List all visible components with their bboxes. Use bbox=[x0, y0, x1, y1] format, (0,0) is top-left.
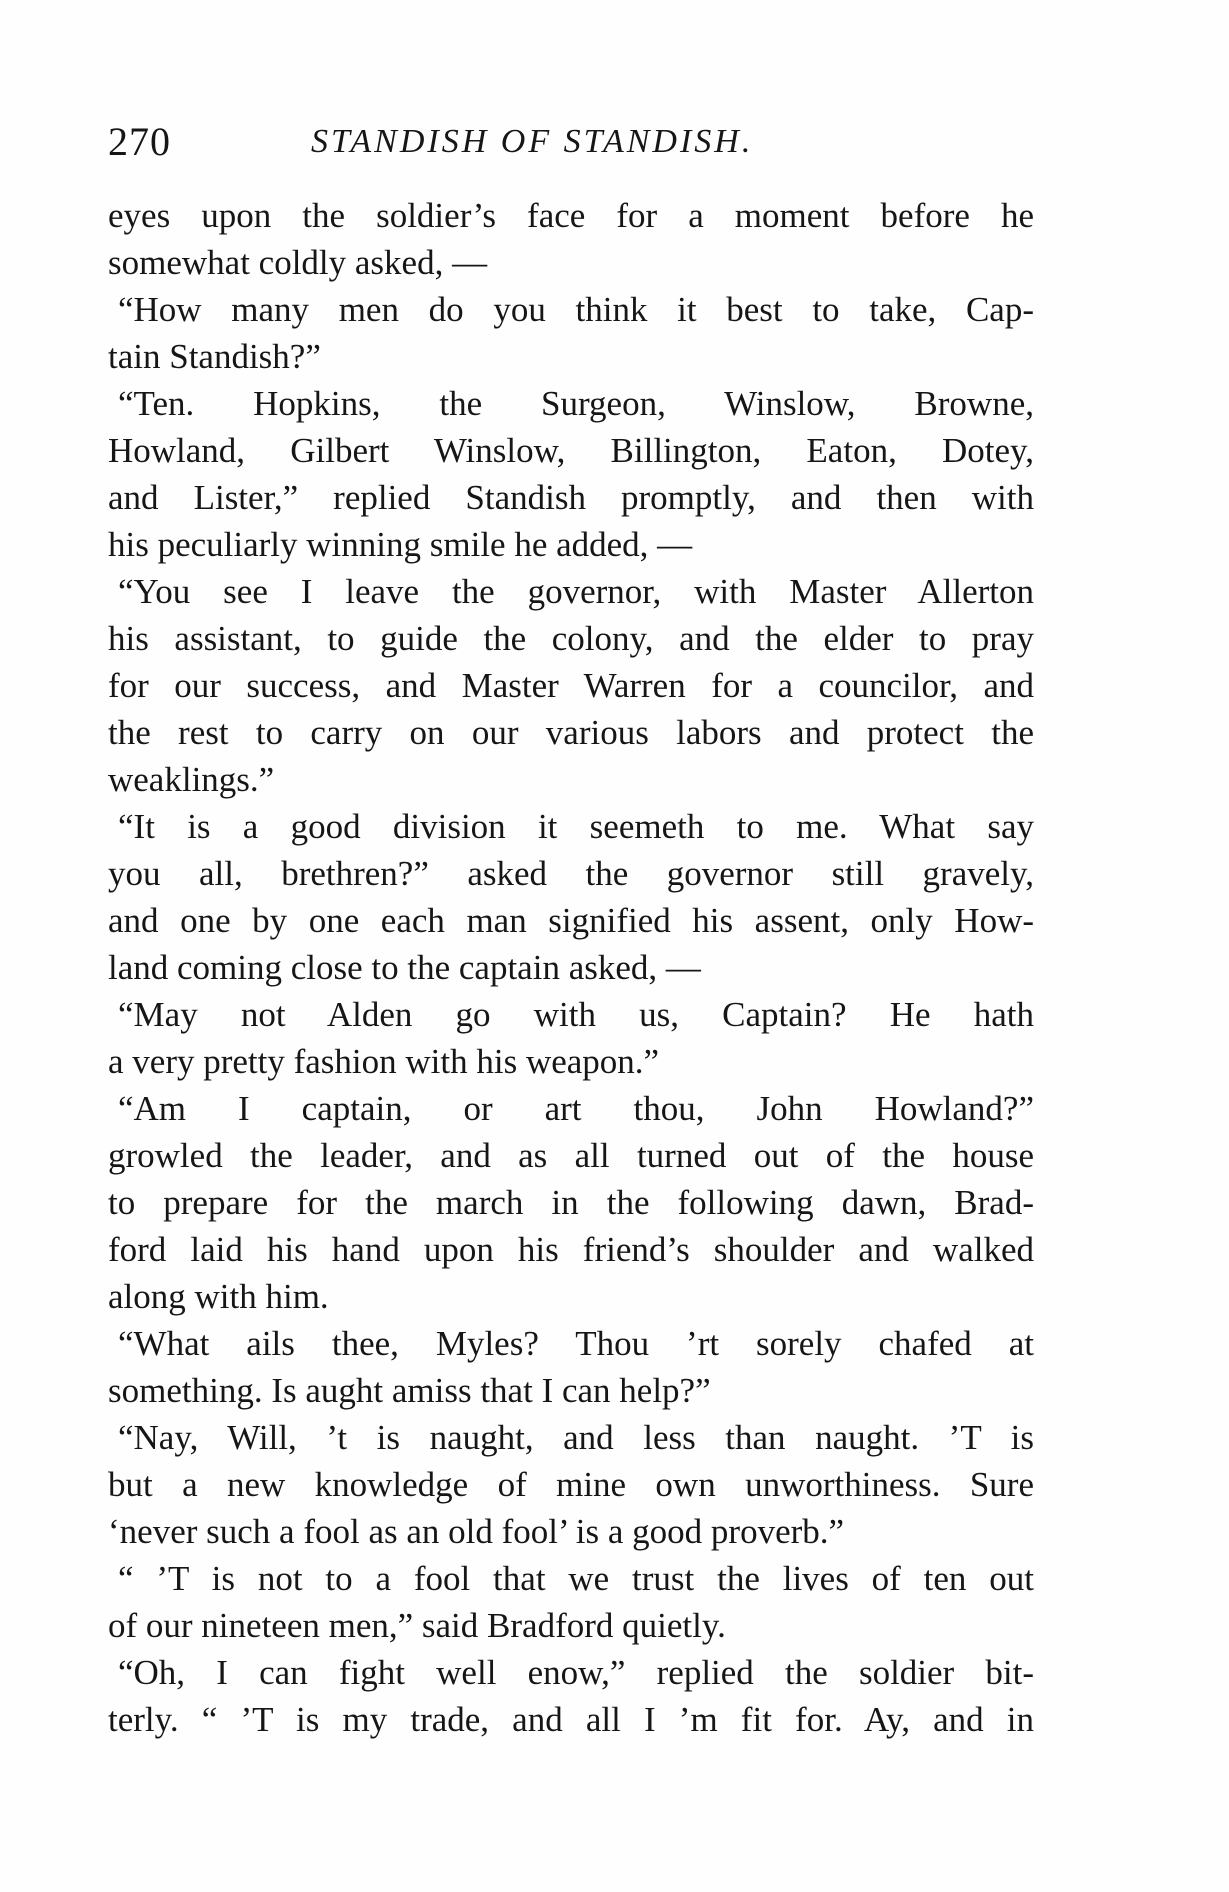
text-line: “What ails thee, Myles? Thou ’rt sorely chafed at bbox=[118, 1324, 1034, 1363]
text-line: and one by one each man signified his assent, only How- bbox=[108, 901, 1034, 940]
text-line: “It is a good division it seemeth to me. What say bbox=[118, 807, 1034, 846]
text-line: Howland, Gilbert Winslow, Billington, Eaton, Dotey, bbox=[108, 431, 1034, 470]
text-line: “You see I leave the governor, with Master Allerton bbox=[118, 572, 1034, 611]
text-line: of our nineteen men,” said Bradford quietly. bbox=[108, 1606, 726, 1645]
text-line: weaklings.” bbox=[108, 760, 275, 799]
text-line: the rest to carry on our various labors and protect the bbox=[108, 713, 1034, 752]
text-line: but a new knowledge of mine own unworthiness. Sure bbox=[108, 1465, 1034, 1504]
page-number: 270 bbox=[108, 119, 171, 164]
text-line: eyes upon the soldier’s face for a moment before he bbox=[108, 196, 1034, 235]
text-line: and Lister,” replied Standish promptly, and then with bbox=[108, 478, 1034, 517]
text-line: somewhat coldly asked, — bbox=[108, 243, 488, 282]
text-line: “Oh, I can fight well enow,” replied the soldier bit- bbox=[118, 1653, 1034, 1692]
text-line: along with him. bbox=[108, 1277, 329, 1316]
text-line: ford laid his hand upon his friend’s shoulder and walked bbox=[108, 1230, 1034, 1269]
text-line: something. Is aught amiss that I can help?” bbox=[108, 1371, 711, 1410]
running-title: STANDISH OF STANDISH. bbox=[311, 123, 754, 160]
text-line: you all, brethren?” asked the governor still gravely, bbox=[108, 854, 1034, 893]
text-line: ‘never such a fool as an old fool’ is a good proverb.” bbox=[108, 1512, 845, 1551]
text-line: “Nay, Will, ’t is naught, and less than naught. ’T is bbox=[118, 1418, 1034, 1457]
text-line: his peculiarly winning smile he added, — bbox=[108, 525, 693, 564]
text-line: “ ’T is not to a fool that we trust the lives of ten out bbox=[118, 1559, 1034, 1598]
text-line: “How many men do you think it best to take, Cap- bbox=[118, 290, 1034, 329]
text-line: terly. “ ’T is my trade, and all I ’m fit for. Ay, and in bbox=[108, 1700, 1034, 1739]
text-line: “Ten. Hopkins, the Surgeon, Winslow, Browne, bbox=[118, 384, 1034, 423]
running-head bbox=[108, 112, 1034, 172]
text-line: “May not Alden go with us, Captain? He hath bbox=[118, 995, 1034, 1034]
text-line: for our success, and Master Warren for a councilor, and bbox=[108, 666, 1034, 705]
text-line: growled the leader, and as all turned out of the house bbox=[108, 1136, 1034, 1175]
text-line: land coming close to the captain asked, — bbox=[108, 948, 701, 987]
text-line: tain Standish?” bbox=[108, 337, 321, 376]
text-line: his assistant, to guide the colony, and the elder to pray bbox=[108, 619, 1034, 658]
text-line: a very pretty fashion with his weapon.” bbox=[108, 1042, 660, 1081]
body-text bbox=[108, 192, 1034, 1743]
text-line: “Am I captain, or art thou, John Howland?” bbox=[118, 1089, 1034, 1128]
text-line: to prepare for the march in the following dawn, Brad- bbox=[108, 1183, 1034, 1222]
